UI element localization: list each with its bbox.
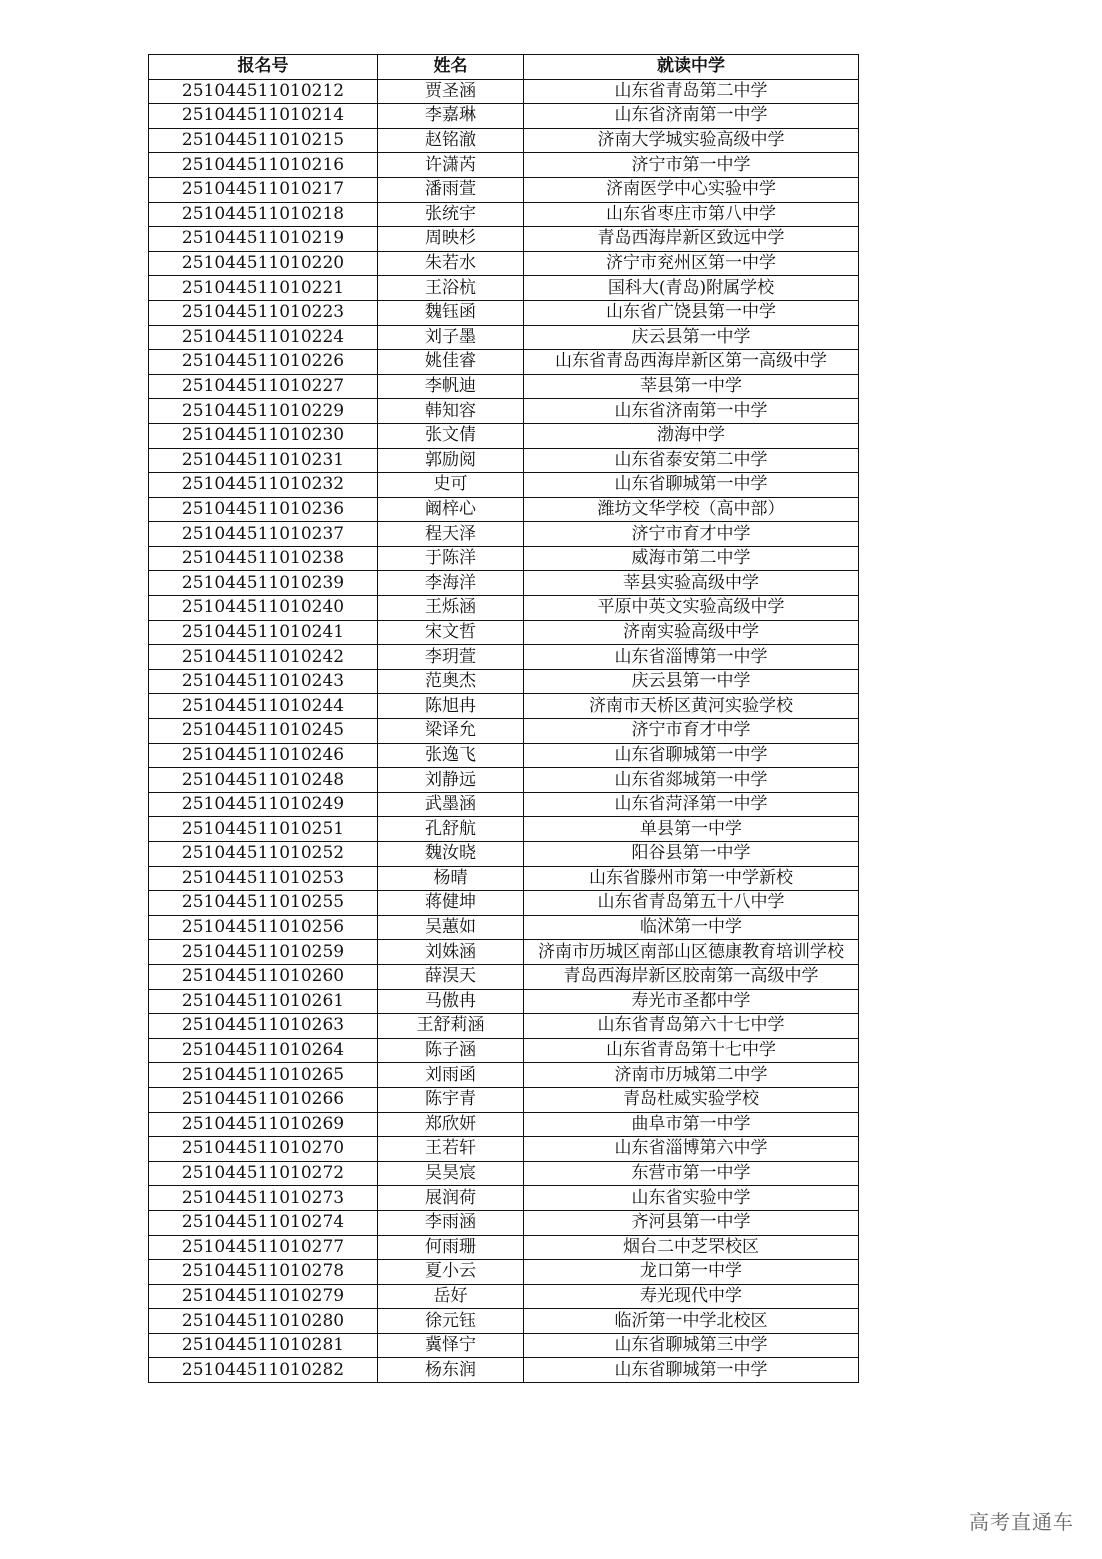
table-row — [149, 645, 859, 670]
school-cell: 山东省青岛第六十七中学 — [524, 1014, 859, 1039]
student-name-cell: 韩知容 — [378, 399, 524, 424]
student-name-cell: 吴昊宸 — [378, 1161, 524, 1186]
table-row — [149, 79, 859, 104]
table-row — [149, 817, 859, 842]
registration-number-cell: 251044511010221 — [149, 276, 378, 301]
registration-number-cell: 251044511010249 — [149, 792, 378, 817]
table-row — [149, 423, 859, 448]
table-row — [149, 1333, 859, 1358]
student-name-cell: 范奥杰 — [378, 669, 524, 694]
admission-list-table — [148, 54, 859, 1383]
student-name-cell: 王舒莉涵 — [378, 1014, 524, 1039]
school-cell: 庆云县第一中学 — [524, 325, 859, 350]
table-row — [149, 399, 859, 424]
school-cell: 山东省聊城第一中学 — [524, 473, 859, 498]
table-row — [149, 497, 859, 522]
table-row — [149, 153, 859, 178]
student-name-cell: 于陈洋 — [378, 546, 524, 571]
registration-number-cell: 251044511010214 — [149, 104, 378, 129]
student-name-cell: 姚佳睿 — [378, 350, 524, 375]
table-row — [149, 374, 859, 399]
table-row — [149, 276, 859, 301]
registration-number-cell: 251044511010244 — [149, 694, 378, 719]
table-row — [149, 596, 859, 621]
registration-number-cell: 251044511010251 — [149, 817, 378, 842]
student-name-cell: 蒋健坤 — [378, 891, 524, 916]
student-name-cell: 徐元钰 — [378, 1309, 524, 1334]
student-name-cell: 杨晴 — [378, 866, 524, 891]
header-school: 就读中学 — [524, 55, 859, 80]
table-row — [149, 1358, 859, 1383]
school-cell: 龙口第一中学 — [524, 1260, 859, 1285]
table-row — [149, 571, 859, 596]
table-row — [149, 1186, 859, 1211]
registration-number-cell: 251044511010265 — [149, 1063, 378, 1088]
table-row — [149, 350, 859, 375]
school-cell: 山东省淄博第六中学 — [524, 1137, 859, 1162]
student-name-cell: 李嘉琳 — [378, 104, 524, 129]
registration-number-cell: 251044511010219 — [149, 227, 378, 252]
registration-number-cell: 251044511010264 — [149, 1038, 378, 1063]
student-name-cell: 魏汝晓 — [378, 842, 524, 867]
table-row — [149, 1063, 859, 1088]
registration-number-cell: 251044511010224 — [149, 325, 378, 350]
school-cell: 山东省青岛西海岸新区第一高级中学 — [524, 350, 859, 375]
registration-number-cell: 251044511010226 — [149, 350, 378, 375]
registration-number-cell: 251044511010220 — [149, 251, 378, 276]
school-cell: 庆云县第一中学 — [524, 669, 859, 694]
table-row — [149, 989, 859, 1014]
school-cell: 山东省济南第一中学 — [524, 104, 859, 129]
student-name-cell: 张文倩 — [378, 423, 524, 448]
header-registration-number: 报名号 — [149, 55, 378, 80]
student-name-cell: 潘雨萱 — [378, 177, 524, 202]
school-cell: 曲阜市第一中学 — [524, 1112, 859, 1137]
registration-number-cell: 251044511010236 — [149, 497, 378, 522]
student-name-cell: 王浴杭 — [378, 276, 524, 301]
table-row — [149, 1235, 859, 1260]
school-cell: 济宁市兖州区第一中学 — [524, 251, 859, 276]
student-name-cell: 陈宇青 — [378, 1087, 524, 1112]
student-name-cell: 贾圣涵 — [378, 79, 524, 104]
table-row — [149, 104, 859, 129]
table-row — [149, 915, 859, 940]
table-row — [149, 1112, 859, 1137]
registration-number-cell: 251044511010259 — [149, 940, 378, 965]
student-name-cell: 孔舒航 — [378, 817, 524, 842]
registration-number-cell: 251044511010243 — [149, 669, 378, 694]
registration-number-cell: 251044511010274 — [149, 1210, 378, 1235]
table-row — [149, 1284, 859, 1309]
school-cell: 青岛杜威实验学校 — [524, 1087, 859, 1112]
header-name: 姓名 — [378, 55, 524, 80]
table-row — [149, 1014, 859, 1039]
table-row — [149, 964, 859, 989]
school-cell: 东营市第一中学 — [524, 1161, 859, 1186]
school-cell: 济南实验高级中学 — [524, 620, 859, 645]
student-name-cell: 李帆迪 — [378, 374, 524, 399]
school-cell: 潍坊文华学校（高中部） — [524, 497, 859, 522]
registration-number-cell: 251044511010266 — [149, 1087, 378, 1112]
registration-number-cell: 251044511010240 — [149, 596, 378, 621]
registration-number-cell: 251044511010237 — [149, 522, 378, 547]
table-row — [149, 842, 859, 867]
school-cell: 临沂第一中学北校区 — [524, 1309, 859, 1334]
student-name-cell: 史可 — [378, 473, 524, 498]
student-name-cell: 郭励阅 — [378, 448, 524, 473]
school-cell: 济南医学中心实验中学 — [524, 177, 859, 202]
school-cell: 莘县实验高级中学 — [524, 571, 859, 596]
table-row — [149, 940, 859, 965]
registration-number-cell: 251044511010218 — [149, 202, 378, 227]
table-row — [149, 743, 859, 768]
registration-number-cell: 251044511010282 — [149, 1358, 378, 1383]
school-cell: 寿光现代中学 — [524, 1284, 859, 1309]
student-name-cell: 马傲冉 — [378, 989, 524, 1014]
school-cell: 威海市第二中学 — [524, 546, 859, 571]
student-name-cell: 李玥萱 — [378, 645, 524, 670]
student-name-cell: 王烁涵 — [378, 596, 524, 621]
table-row — [149, 1137, 859, 1162]
registration-number-cell: 251044511010256 — [149, 915, 378, 940]
school-cell: 济南市历城第二中学 — [524, 1063, 859, 1088]
student-name-cell: 刘静远 — [378, 768, 524, 793]
school-cell: 济南市天桥区黄河实验学校 — [524, 694, 859, 719]
registration-number-cell: 251044511010261 — [149, 989, 378, 1014]
school-cell: 青岛西海岸新区胶南第一高级中学 — [524, 964, 859, 989]
student-name-cell: 刘姝涵 — [378, 940, 524, 965]
school-cell: 山东省滕州市第一中学新校 — [524, 866, 859, 891]
school-cell: 山东省聊城第一中学 — [524, 743, 859, 768]
school-cell: 寿光市圣都中学 — [524, 989, 859, 1014]
school-cell: 莘县第一中学 — [524, 374, 859, 399]
registration-number-cell: 251044511010227 — [149, 374, 378, 399]
registration-number-cell: 251044511010238 — [149, 546, 378, 571]
table-row — [149, 792, 859, 817]
school-cell: 山东省聊城第一中学 — [524, 1358, 859, 1383]
registration-number-cell: 251044511010281 — [149, 1333, 378, 1358]
school-cell: 平原中英文实验高级中学 — [524, 596, 859, 621]
student-name-cell: 周映杉 — [378, 227, 524, 252]
table-row — [149, 177, 859, 202]
student-name-cell: 刘子墨 — [378, 325, 524, 350]
registration-number-cell: 251044511010278 — [149, 1260, 378, 1285]
school-cell: 山东省青岛第十七中学 — [524, 1038, 859, 1063]
student-name-cell: 程天泽 — [378, 522, 524, 547]
table-row — [149, 448, 859, 473]
registration-number-cell: 251044511010273 — [149, 1186, 378, 1211]
registration-number-cell: 251044511010277 — [149, 1235, 378, 1260]
registration-number-cell: 251044511010216 — [149, 153, 378, 178]
table-row — [149, 202, 859, 227]
table-row — [149, 546, 859, 571]
table-row — [149, 227, 859, 252]
student-name-cell: 陈旭冉 — [378, 694, 524, 719]
school-cell: 山东省郯城第一中学 — [524, 768, 859, 793]
school-cell: 山东省聊城第三中学 — [524, 1333, 859, 1358]
table-row — [149, 300, 859, 325]
registration-number-cell: 251044511010230 — [149, 423, 378, 448]
registration-number-cell: 251044511010253 — [149, 866, 378, 891]
student-name-cell: 吴蕙如 — [378, 915, 524, 940]
school-cell: 山东省济南第一中学 — [524, 399, 859, 424]
student-name-cell: 赵铭澈 — [378, 128, 524, 153]
table-row — [149, 473, 859, 498]
student-name-cell: 许潇芮 — [378, 153, 524, 178]
student-name-cell: 冀怿宁 — [378, 1333, 524, 1358]
registration-number-cell: 251044511010252 — [149, 842, 378, 867]
school-cell: 临沭第一中学 — [524, 915, 859, 940]
registration-number-cell: 251044511010242 — [149, 645, 378, 670]
school-cell: 山东省青岛第五十八中学 — [524, 891, 859, 916]
school-cell: 济宁市育才中学 — [524, 719, 859, 744]
school-cell: 山东省实验中学 — [524, 1186, 859, 1211]
student-name-cell: 梁译允 — [378, 719, 524, 744]
registration-number-cell: 251044511010241 — [149, 620, 378, 645]
student-name-cell: 王若轩 — [378, 1137, 524, 1162]
student-name-cell: 薛淏天 — [378, 964, 524, 989]
student-name-cell: 李雨涵 — [378, 1210, 524, 1235]
school-cell: 齐河县第一中学 — [524, 1210, 859, 1235]
student-name-cell: 魏钰函 — [378, 300, 524, 325]
registration-number-cell: 251044511010280 — [149, 1309, 378, 1334]
registration-number-cell: 251044511010248 — [149, 768, 378, 793]
student-name-cell: 宋文哲 — [378, 620, 524, 645]
school-cell: 济南大学城实验高级中学 — [524, 128, 859, 153]
registration-number-cell: 251044511010239 — [149, 571, 378, 596]
table-row — [149, 719, 859, 744]
registration-number-cell: 251044511010246 — [149, 743, 378, 768]
registration-number-cell: 251044511010269 — [149, 1112, 378, 1137]
watermark-text: 高考直通车 — [969, 1510, 1074, 1534]
student-name-cell: 岳好 — [378, 1284, 524, 1309]
table-row — [149, 251, 859, 276]
student-name-cell: 杨东润 — [378, 1358, 524, 1383]
table-row — [149, 694, 859, 719]
registration-number-cell: 251044511010263 — [149, 1014, 378, 1039]
school-cell: 山东省菏泽第一中学 — [524, 792, 859, 817]
table-row — [149, 522, 859, 547]
school-cell: 山东省广饶县第一中学 — [524, 300, 859, 325]
student-name-cell: 郑欣妍 — [378, 1112, 524, 1137]
student-name-cell: 阚梓心 — [378, 497, 524, 522]
registration-number-cell: 251044511010279 — [149, 1284, 378, 1309]
student-name-cell: 李海洋 — [378, 571, 524, 596]
registration-number-cell: 251044511010212 — [149, 79, 378, 104]
school-cell: 山东省青岛第二中学 — [524, 79, 859, 104]
student-name-cell: 刘雨函 — [378, 1063, 524, 1088]
table-row — [149, 1210, 859, 1235]
student-name-cell: 武墨涵 — [378, 792, 524, 817]
registration-number-cell: 251044511010223 — [149, 300, 378, 325]
student-name-cell: 张统宇 — [378, 202, 524, 227]
school-cell: 济南市历城区南部山区德康教育培训学校 — [524, 940, 859, 965]
school-cell: 济宁市第一中学 — [524, 153, 859, 178]
registration-number-cell: 251044511010217 — [149, 177, 378, 202]
registration-number-cell: 251044511010232 — [149, 473, 378, 498]
school-cell: 烟台二中芝罘校区 — [524, 1235, 859, 1260]
registration-number-cell: 251044511010245 — [149, 719, 378, 744]
student-name-cell: 夏小云 — [378, 1260, 524, 1285]
student-name-cell: 展润荷 — [378, 1186, 524, 1211]
student-name-cell: 张逸飞 — [378, 743, 524, 768]
table-row — [149, 669, 859, 694]
school-cell: 山东省枣庄市第八中学 — [524, 202, 859, 227]
registration-number-cell: 251044511010270 — [149, 1137, 378, 1162]
table-row — [149, 1260, 859, 1285]
table-row — [149, 325, 859, 350]
school-cell: 山东省泰安第二中学 — [524, 448, 859, 473]
table-row — [149, 1087, 859, 1112]
table-row — [149, 128, 859, 153]
table-row — [149, 768, 859, 793]
school-cell: 青岛西海岸新区致远中学 — [524, 227, 859, 252]
header-row — [149, 55, 859, 80]
table-row — [149, 1161, 859, 1186]
school-cell: 阳谷县第一中学 — [524, 842, 859, 867]
school-cell: 国科大(青岛)附属学校 — [524, 276, 859, 301]
student-name-cell: 何雨珊 — [378, 1235, 524, 1260]
table-row — [149, 866, 859, 891]
registration-number-cell: 251044511010229 — [149, 399, 378, 424]
registration-number-cell: 251044511010215 — [149, 128, 378, 153]
registration-number-cell: 251044511010260 — [149, 964, 378, 989]
school-cell: 山东省淄博第一中学 — [524, 645, 859, 670]
school-cell: 单县第一中学 — [524, 817, 859, 842]
table-row — [149, 891, 859, 916]
table-row — [149, 620, 859, 645]
registration-number-cell: 251044511010231 — [149, 448, 378, 473]
school-cell: 渤海中学 — [524, 423, 859, 448]
student-name-cell: 陈子涵 — [378, 1038, 524, 1063]
student-name-cell: 朱若水 — [378, 251, 524, 276]
table-row — [149, 1309, 859, 1334]
table-row — [149, 1038, 859, 1063]
registration-number-cell: 251044511010272 — [149, 1161, 378, 1186]
school-cell: 济宁市育才中学 — [524, 522, 859, 547]
registration-number-cell: 251044511010255 — [149, 891, 378, 916]
